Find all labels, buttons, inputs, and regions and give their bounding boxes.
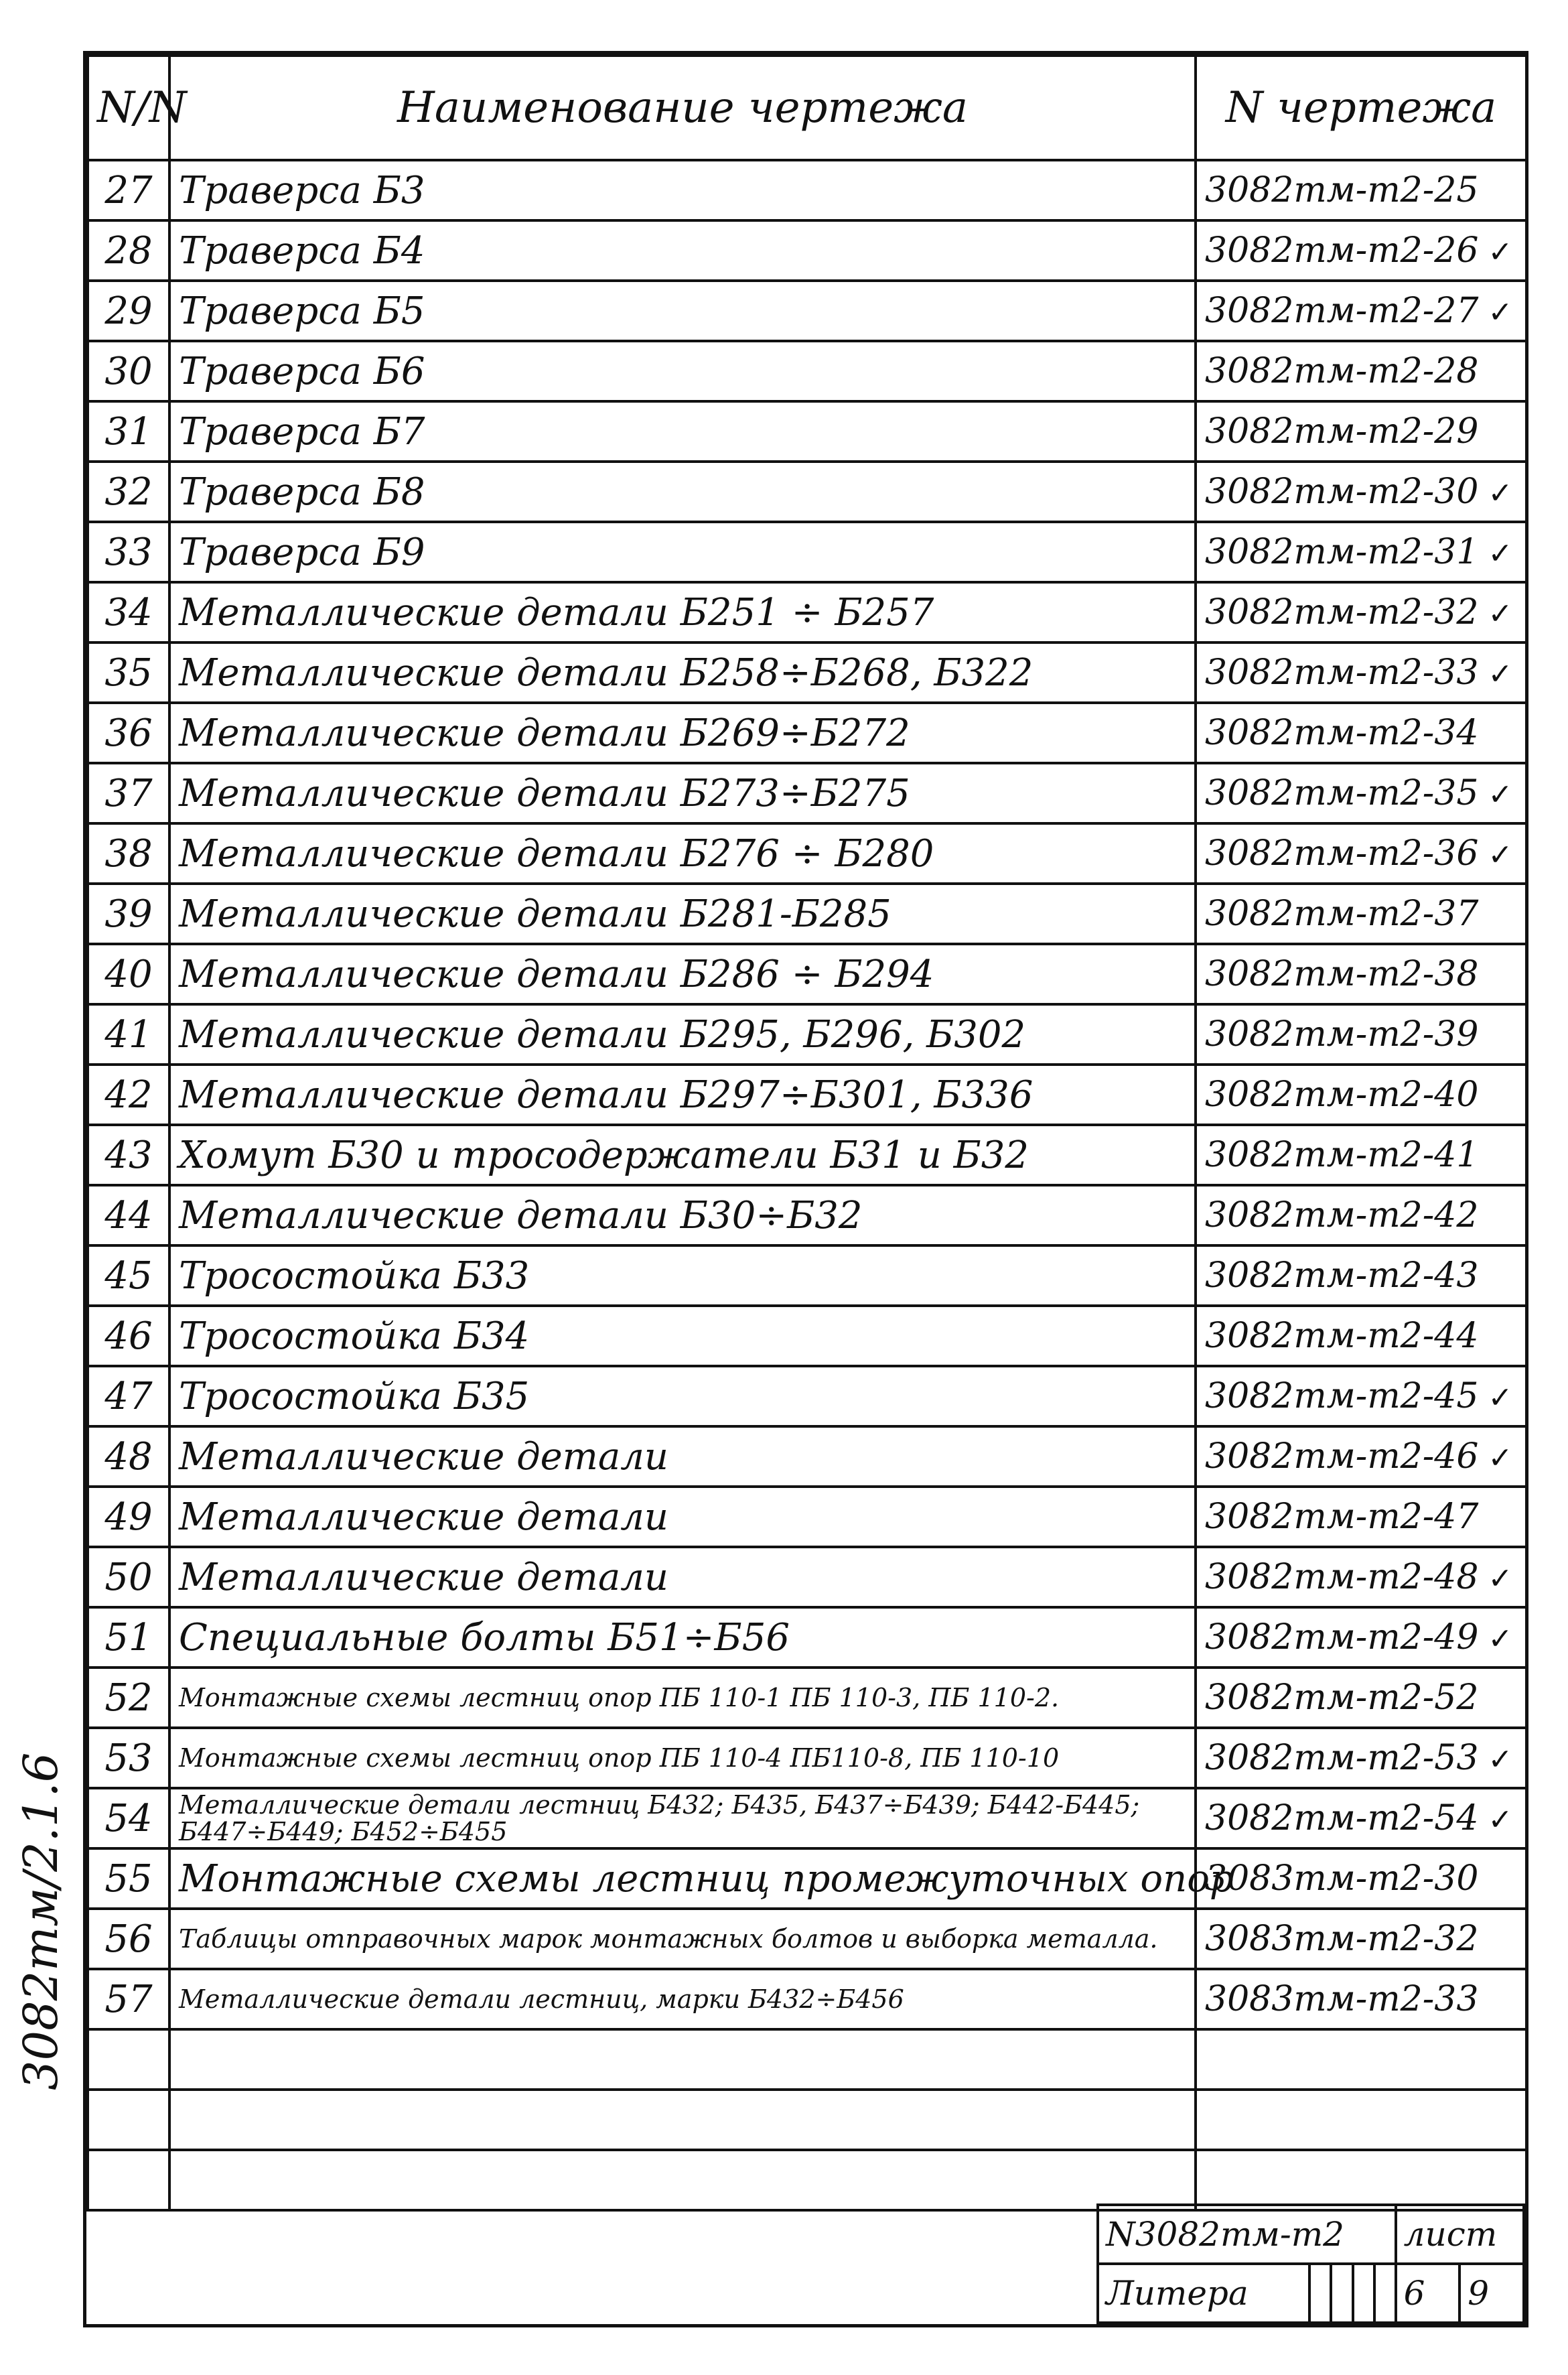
row-number: 39 [88, 884, 169, 944]
row-number: 54 [88, 1788, 169, 1848]
side-note: 3082тм/2.1.6 [13, 1752, 68, 2090]
drawing-code: 3082тм-т2-49 [1205, 1617, 1479, 1657]
check-mark-icon: ✓ [1488, 1622, 1513, 1656]
drawing-name: Металлические детали [169, 1547, 1196, 1607]
drawing-code: 3083тм-т2-33 [1205, 1979, 1479, 2019]
empty-row [88, 2090, 1526, 2150]
drawing-code-cell [1196, 401, 1526, 462]
drawing-name: Металлические детали Б273÷Б275 [169, 763, 1196, 823]
check-mark-icon: ✓ [1488, 778, 1513, 812]
row-number: 56 [88, 1909, 169, 1969]
drawing-code: 3082тм-т2-54 [1205, 1798, 1479, 1838]
row-number: 28 [88, 220, 169, 281]
drawing-name: Траверса Б8 [169, 462, 1196, 522]
drawing-code-cell [1196, 1065, 1526, 1125]
row-number: 47 [88, 1366, 169, 1426]
drawing-name: Металлические детали Б276 ÷ Б280 [169, 823, 1196, 884]
empty-cell [1196, 2150, 1526, 2210]
row-number: 33 [88, 522, 169, 582]
title-block [1096, 2203, 1525, 2324]
table-row [88, 281, 1526, 341]
row-number: 43 [88, 1125, 169, 1185]
drawing-name: Траверса Б5 [169, 281, 1196, 341]
table-row [88, 341, 1526, 401]
table-row [88, 703, 1526, 763]
row-number: 37 [88, 763, 169, 823]
row-number: 42 [88, 1065, 169, 1125]
check-mark-icon: ✓ [1488, 1441, 1513, 1475]
row-number: 41 [88, 1004, 169, 1065]
table-row [88, 763, 1526, 823]
drawing-code: 3082тм-т2-32 [1205, 592, 1479, 632]
drawing-code: 3082тм-т2-53 [1205, 1738, 1479, 1778]
drawing-code-cell [1196, 1668, 1526, 1728]
check-mark-icon: ✓ [1488, 838, 1513, 872]
sheet-number: 6 [1396, 2264, 1460, 2323]
drawing-name: Металлические детали Б30÷Б32 [169, 1185, 1196, 1245]
drawing-name: Траверса Б4 [169, 220, 1196, 281]
drawing-name: Металлические детали Б258÷Б268, Б322 [169, 642, 1196, 703]
empty-cell [88, 2090, 169, 2150]
table-row [88, 1848, 1526, 1909]
drawing-code: 3082тм-т2-34 [1205, 713, 1479, 753]
table-row [88, 1969, 1526, 2029]
drawing-code-cell [1196, 703, 1526, 763]
table-row [88, 1065, 1526, 1125]
drawing-name: Монтажные схемы лестниц опор ПБ 110-4 ПБ110-8, ПБ 110-10 [169, 1728, 1196, 1788]
table-row [88, 220, 1526, 281]
drawing-code-cell [1196, 1607, 1526, 1668]
drawing-code: 3082тм-т2-46 [1205, 1436, 1479, 1477]
table-row [88, 1366, 1526, 1426]
check-mark-icon: ✓ [1488, 235, 1513, 269]
drawing-name: Тросостойка Б34 [169, 1306, 1196, 1366]
table-row [88, 462, 1526, 522]
header-name: Наименование чертежа [169, 56, 1196, 160]
drawing-name: Траверса Б3 [169, 160, 1196, 220]
empty-row [88, 2150, 1526, 2210]
drawing-code-cell [1196, 642, 1526, 703]
drawing-code: 3082тм-т2-52 [1205, 1678, 1479, 1718]
drawing-code-cell [1196, 1547, 1526, 1607]
drawing-code: 3082тм-т2-33 [1205, 653, 1479, 693]
check-mark-icon: ✓ [1488, 597, 1513, 631]
drawing-name: Тросостойка Б33 [169, 1245, 1196, 1306]
drawing-code-cell [1196, 1366, 1526, 1426]
drawing-name: Металлические детали Б281-Б285 [169, 884, 1196, 944]
row-number: 34 [88, 582, 169, 642]
drawing-code: 3082тм-т2-27 [1205, 291, 1479, 331]
drawing-name: Металлические детали лестниц, марки Б432÷Б456 [169, 1969, 1196, 2029]
table-row [88, 1125, 1526, 1185]
drawing-code-cell [1196, 1969, 1526, 2029]
table-header [88, 56, 1526, 160]
drawing-code: 3082тм-т2-35 [1205, 773, 1479, 813]
row-number: 32 [88, 462, 169, 522]
litera-cell [1374, 2264, 1396, 2323]
row-number: 27 [88, 160, 169, 220]
table-row [88, 642, 1526, 703]
drawing-name: Металлические детали [169, 1426, 1196, 1487]
empty-cell [1196, 2090, 1526, 2150]
drawing-code: 3082тм-т2-31 [1205, 532, 1479, 572]
drawing-code: 3082тм-т2-41 [1205, 1135, 1479, 1175]
drawing-code-cell [1196, 823, 1526, 884]
check-mark-icon: ✓ [1488, 537, 1513, 571]
empty-cell [169, 2150, 1196, 2210]
table-row [88, 944, 1526, 1004]
table-row [88, 1245, 1526, 1306]
drawing-code: 3082тм-т2-43 [1205, 1256, 1479, 1296]
drawing-code-cell [1196, 1788, 1526, 1848]
litera-cell [1309, 2264, 1331, 2323]
row-number: 44 [88, 1185, 169, 1245]
drawing-code: 3082тм-т2-45 [1205, 1376, 1479, 1416]
drawing-code: 3082тм-т2-30 [1205, 472, 1479, 512]
row-number: 45 [88, 1245, 169, 1306]
drawing-code: 3082тм-т2-39 [1205, 1014, 1479, 1055]
drawing-code-cell [1196, 1185, 1526, 1245]
row-number: 50 [88, 1547, 169, 1607]
table-row [88, 1306, 1526, 1366]
row-number: 38 [88, 823, 169, 884]
drawing-name: Монтажные схемы лестниц опор ПБ 110-1 ПБ 110-3, ПБ 110-2. [169, 1668, 1196, 1728]
drawing-code: 3082тм-т2-42 [1205, 1195, 1479, 1235]
drawing-code: 3082тм-т2-38 [1205, 954, 1479, 994]
empty-cell [169, 2090, 1196, 2150]
drawing-name: Хомут Б30 и тросодержатели Б31 и Б32 [169, 1125, 1196, 1185]
table-row [88, 1426, 1526, 1487]
table-row [88, 1728, 1526, 1788]
row-number: 31 [88, 401, 169, 462]
drawing-code: 3082тм-т2-25 [1205, 170, 1479, 210]
litera-cell [1353, 2264, 1374, 2323]
drawing-code: 3082тм-т2-28 [1205, 351, 1479, 391]
drawing-code: 3082тм-т2-29 [1205, 411, 1479, 452]
check-mark-icon: ✓ [1488, 657, 1513, 691]
drawing-name: Траверса Б6 [169, 341, 1196, 401]
litera-cell [1331, 2264, 1352, 2323]
table-row [88, 582, 1526, 642]
table-row [88, 160, 1526, 220]
drawing-code-cell [1196, 1245, 1526, 1306]
check-mark-icon: ✓ [1488, 1743, 1513, 1777]
row-number: 55 [88, 1848, 169, 1909]
drawing-code-cell [1196, 1004, 1526, 1065]
table-row [88, 1185, 1526, 1245]
empty-cell [88, 2150, 169, 2210]
drawing-code: 3082тм-т2-47 [1205, 1497, 1479, 1537]
row-number: 53 [88, 1728, 169, 1788]
check-mark-icon: ✓ [1488, 295, 1513, 330]
empty-cell [169, 2029, 1196, 2090]
drawing-code: 3082тм-т2-40 [1205, 1075, 1479, 1115]
drawing-name: Металлические детали Б295, Б296, Б302 [169, 1004, 1196, 1065]
drawing-code: 3083тм-т2-30 [1205, 1858, 1479, 1899]
drawing-sheet [83, 51, 1528, 2327]
row-number: 46 [88, 1306, 169, 1366]
empty-cell [1196, 2029, 1526, 2090]
drawing-code: 3082тм-т2-44 [1205, 1316, 1479, 1356]
drawing-name: Тросостойка Б35 [169, 1366, 1196, 1426]
check-mark-icon: ✓ [1488, 1803, 1513, 1837]
table-row [88, 823, 1526, 884]
row-number: 36 [88, 703, 169, 763]
empty-row [88, 2029, 1526, 2090]
drawing-name: Металлические детали Б297÷Б301, Б336 [169, 1065, 1196, 1125]
row-number: 35 [88, 642, 169, 703]
drawing-code-cell [1196, 522, 1526, 582]
drawings-table [86, 54, 1528, 2212]
drawing-name: Металлические детали Б251 ÷ Б257 [169, 582, 1196, 642]
drawing-name: Металлические детали [169, 1487, 1196, 1547]
check-mark-icon: ✓ [1488, 1381, 1513, 1415]
sheet-count: 9 [1459, 2264, 1524, 2323]
drawing-code-cell [1196, 1728, 1526, 1788]
drawing-code-cell [1196, 1125, 1526, 1185]
drawing-code: 3082тм-т2-36 [1205, 833, 1479, 874]
header-num: N/N [88, 56, 169, 160]
drawing-name: Траверса Б9 [169, 522, 1196, 582]
row-number: 29 [88, 281, 169, 341]
table-row [88, 1004, 1526, 1065]
drawing-code-cell [1196, 220, 1526, 281]
table-row [88, 1668, 1526, 1728]
drawing-code-cell [1196, 341, 1526, 401]
table-row [88, 401, 1526, 462]
row-number: 51 [88, 1607, 169, 1668]
table-row [88, 1788, 1526, 1848]
drawing-name: Металлические детали Б269÷Б272 [169, 703, 1196, 763]
table-row [88, 1547, 1526, 1607]
drawing-name: Металлические детали Б286 ÷ Б294 [169, 944, 1196, 1004]
drawing-code: 3082тм-т2-37 [1205, 894, 1479, 934]
row-number: 30 [88, 341, 169, 401]
empty-cell [88, 2029, 169, 2090]
litera-label: Литера [1098, 2264, 1309, 2323]
row-number: 40 [88, 944, 169, 1004]
drawing-name: Монтажные схемы лестниц промежуточных опор [169, 1848, 1196, 1909]
table-row [88, 522, 1526, 582]
drawing-code-cell [1196, 1487, 1526, 1547]
table-row [88, 1909, 1526, 1969]
drawing-code-cell [1196, 1909, 1526, 1969]
drawing-code-cell [1196, 763, 1526, 823]
check-mark-icon: ✓ [1488, 1562, 1513, 1596]
check-mark-icon: ✓ [1488, 476, 1513, 511]
table-row [88, 1607, 1526, 1668]
drawing-name: Металлические детали лестниц Б432; Б435, Б437÷Б439; Б442-Б445; Б447÷Б449; Б452÷Б455 [169, 1788, 1196, 1848]
drawing-code-cell [1196, 582, 1526, 642]
document-number: N3082тм-т2 [1098, 2205, 1396, 2264]
drawing-code: 3083тм-т2-32 [1205, 1919, 1479, 1959]
drawing-code-cell [1196, 160, 1526, 220]
drawing-code-cell [1196, 1306, 1526, 1366]
drawing-code-cell [1196, 944, 1526, 1004]
drawing-name: Специальные болты Б51÷Б56 [169, 1607, 1196, 1668]
drawing-code-cell [1196, 281, 1526, 341]
table-row [88, 1487, 1526, 1547]
sheet-label: лист [1396, 2205, 1524, 2264]
drawing-code-cell [1196, 884, 1526, 944]
drawing-code-cell [1196, 1426, 1526, 1487]
table-row [88, 884, 1526, 944]
drawing-code-cell [1196, 1848, 1526, 1909]
row-number: 48 [88, 1426, 169, 1487]
header-code: N чертежа [1196, 56, 1526, 160]
drawing-code-cell [1196, 462, 1526, 522]
drawing-name: Таблицы отправочных марок монтажных болтов и выборка металла. [169, 1909, 1196, 1969]
drawing-code: 3082тм-т2-26 [1205, 230, 1479, 271]
row-number: 57 [88, 1969, 169, 2029]
drawing-name: Траверса Б7 [169, 401, 1196, 462]
row-number: 49 [88, 1487, 169, 1547]
drawing-code: 3082тм-т2-48 [1205, 1557, 1479, 1597]
row-number: 52 [88, 1668, 169, 1728]
